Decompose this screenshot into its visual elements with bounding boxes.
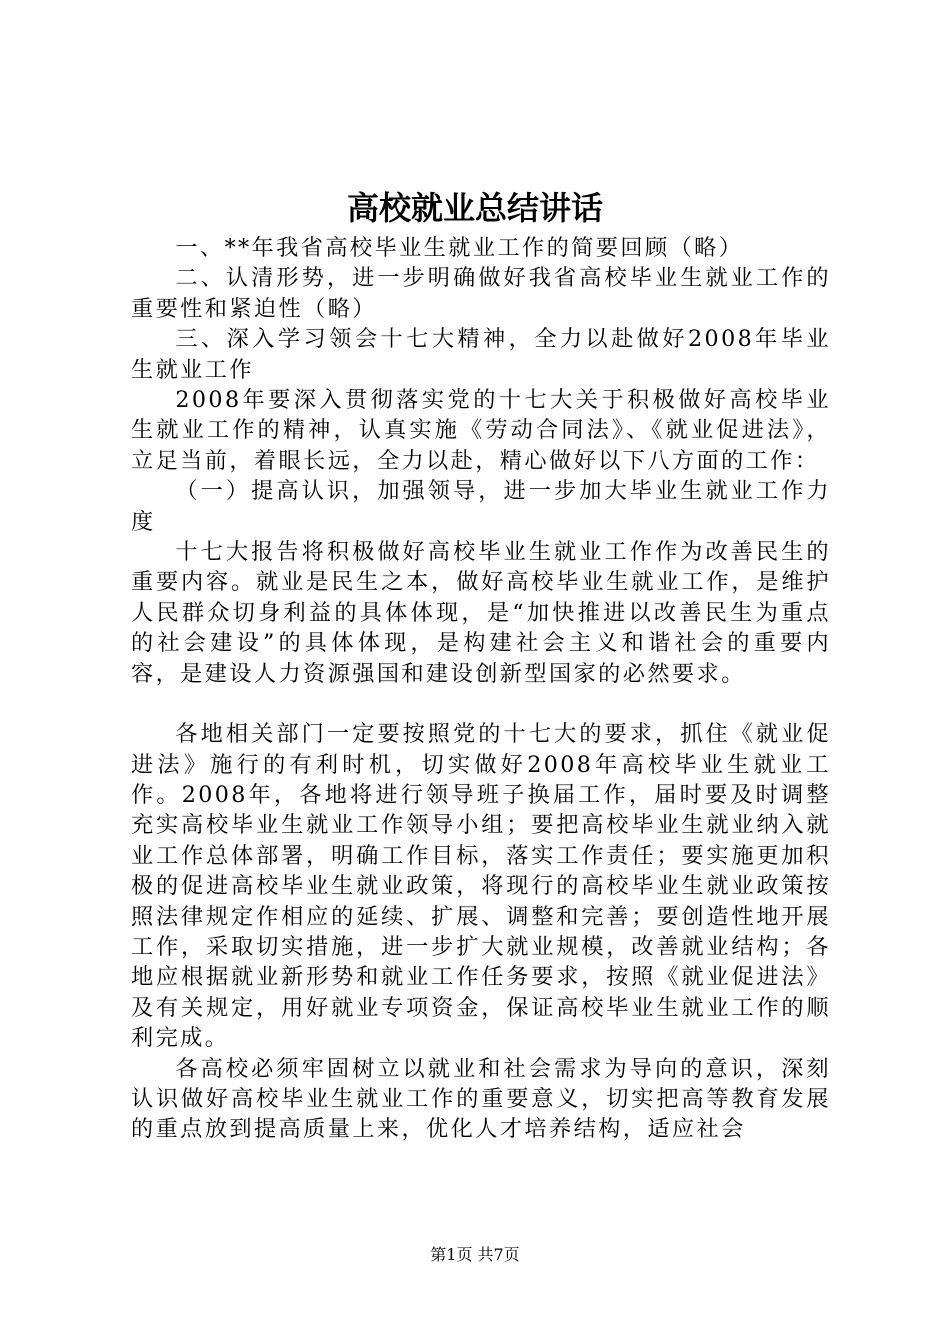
page-footer: 第1页 共7页 — [430, 1245, 520, 1264]
paragraph: 各高校必须牢固树立以就业和社会需求为导向的意识，深刻认识做好高校毕业生就业工作的重要意义，切实把高等教育发展的重点放到提高质量上来，优化人才培养结构，适应社会 — [131, 1055, 831, 1143]
paragraph: （一）提高认识，加强领导，进一步加大毕业生就业工作力度 — [131, 478, 831, 535]
paragraph: 一、**年我省高校毕业生就业工作的简要回顾（略） — [175, 235, 744, 261]
paragraph: 2008年要深入贯彻落实党的十七大关于积极做好高校毕业生就业工作的精神，认真实施《劳动合同法》、《就业促进法》，立足当前，着眼长远，全力以赴，精心做好以下八方面的工作： — [131, 387, 831, 474]
paragraph: 十七大报告将积极做好高校毕业生就业工作作为改善民生的重要内容。就业是民生之本，做好高校毕业生就业工作，是维护人民群众切身利益的具体体现，是“加快推进以改善民生为重点的社会建设”的具体体现，是构建社会主义和谐社会的重要内容，是建设人力资源强国和建设创新型国家的必然要求。 — [131, 539, 831, 687]
document-title: 高校就业总结讲话 — [346, 189, 603, 227]
document-body — [131, 233, 831, 1145]
paragraph: 三、深入学习领会十七大精神，全力以赴做好2008年毕业生就业工作 — [131, 326, 831, 383]
paragraph: 二、认清形势，进一步明确做好我省高校毕业生就业工作的重要性和紧迫性（略） — [131, 265, 831, 322]
paragraph: 各地相关部门一定要按照党的十七大的要求，抓住《就业促进法》施行的有利时机，切实做好2008年高校毕业生就业工作。2008年，各地将进行领导班子换届工作，届时要及时调整充实高校毕业生就业工作领导小组；要把高校毕业生就业纳入就业工作总体部署，明确工作目标，落实工作责任；要实施更加积极的促进高校毕业生就业政策，将现行的高校毕业生就业政策按照法律规定作相应的延续、扩展、调整和完善；要创造性地开展工作，采取切实措施，进一步扩大就业规模，改善就业结构；各地应根据就业新形势和就业工作任务要求，按照《就业促进法》及有关规定，用好就业专项资金，保证高校毕业生就业工作的顺利完成。 — [131, 721, 831, 1052]
